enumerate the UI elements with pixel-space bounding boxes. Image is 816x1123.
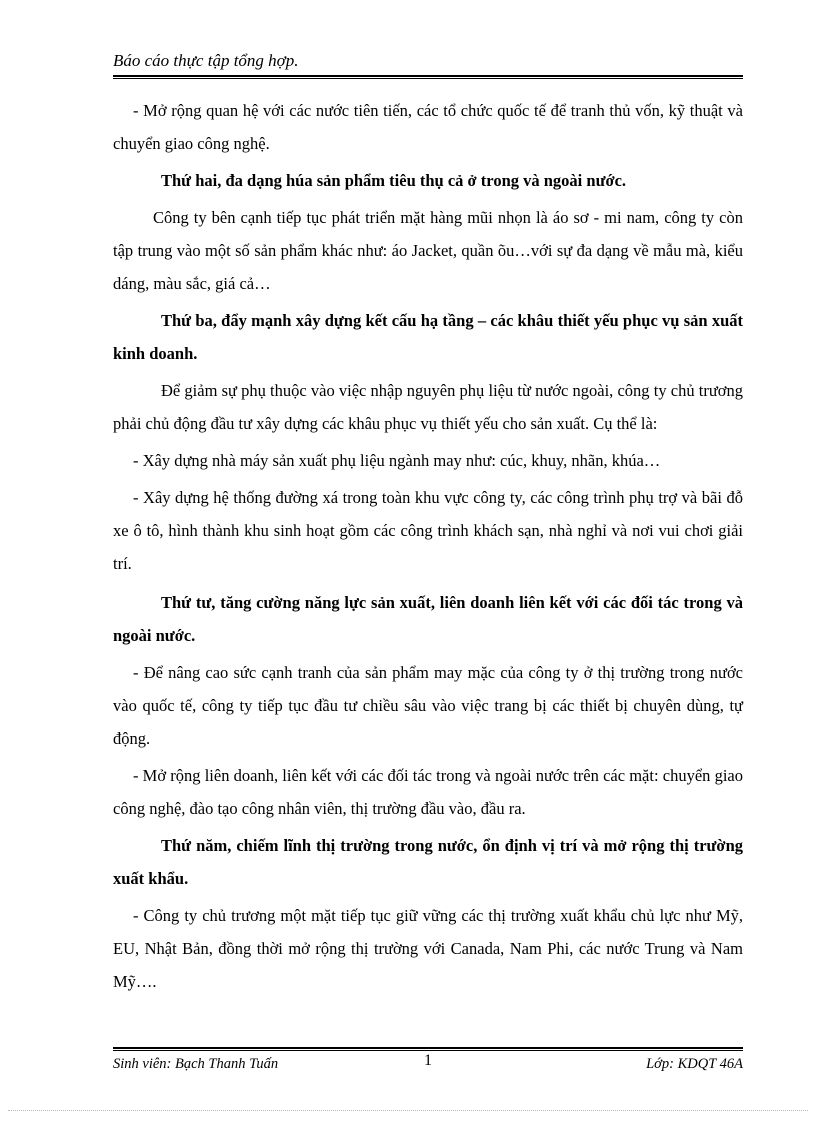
header-rule-thin	[113, 78, 743, 79]
body-paragraph: Công ty bên cạnh tiếp tục phát triển mặt hàng mũi nhọn là áo sơ - mi nam, công ty còn tập trung vào một số sản phẩm khác như: áo Jacket, quần õu…với sự đa dạng về mẫu mà, kiểu dáng, màu sắc, giá cả…	[113, 208, 743, 293]
page-bottom-edge	[8, 1110, 808, 1111]
section-heading: Thứ hai, đa dạng húa sản phẩm tiêu thụ cả ở trong và ngoài nước.	[161, 171, 627, 190]
header-rule	[113, 75, 743, 77]
section-heading: Thứ tư, tăng cường năng lực sản xuất, liên doanh liên kết với các đối tác trong và ngoài nước.	[113, 593, 743, 645]
bullet-paragraph: - Mở rộng quan hệ với các nước tiên tiến, các tổ chức quốc tế để tranh thủ vốn, kỹ thuật và chuyển giao công nghệ.	[113, 101, 743, 153]
page-number: 1	[424, 1052, 432, 1069]
footer-student-name: Sinh viên: Bạch Thanh Tuấn	[113, 1056, 279, 1072]
document-body	[113, 94, 743, 998]
section-heading: Thứ ba, đẩy mạnh xây dựng kết cấu hạ tầng – các khâu thiết yếu phục vụ sản xuất kinh doanh.	[113, 311, 743, 363]
body-paragraph: Để giảm sự phụ thuộc vào việc nhập nguyên phụ liệu từ nước ngoài, công ty chủ trương phải chủ động đầu tư xây dựng các khâu phục vụ thiết yếu cho sản xuất. Cụ thể là:	[113, 381, 743, 433]
bullet-paragraph: - Công ty chủ trương một mặt tiếp tục giữ vững các thị trường xuất khẩu chủ lực như Mỹ, EU, Nhật Bản, đồng thời mở rộng thị trường với Canada, Nam Phi, các nước Trung và Nam Mỹ….	[113, 906, 743, 991]
section-heading: Thứ năm, chiếm lĩnh thị trường trong nước, ổn định vị trí và mở rộng thị trường xuất khẩu.	[113, 836, 743, 888]
footer-class: Lớp: KDQT 46A	[646, 1056, 743, 1072]
page-header-title: Báo cáo thực tập tổng hợp.	[113, 51, 299, 70]
footer-rule	[113, 1047, 743, 1049]
bullet-paragraph: - Xây dựng hệ thống đường xá trong toàn khu vực công ty, các công trình phụ trợ và bãi đỗ xe ô tô, hình thành khu sinh hoạt gồm các công trình khách sạn, nhà nghỉ và nơi vui chơi giải trí.	[113, 488, 743, 573]
bullet-paragraph: - Mở rộng liên doanh, liên kết với các đối tác trong và ngoài nước trên các mặt: chuyển giao công nghệ, đào tạo công nhân viên, thị trường đầu vào, đầu ra.	[113, 766, 743, 818]
bullet-paragraph: - Để nâng cao sức cạnh tranh của sản phẩm may mặc của công ty ở thị trường trong nước vào quốc tế, công ty tiếp tục đầu tư chiều sâu vào việc trang bị các thiết bị chuyên dùng, tự động.	[113, 663, 743, 748]
bullet-paragraph: - Xây dựng nhà máy sản xuất phụ liệu ngành may như: cúc, khuy, nhãn, khúa…	[133, 451, 661, 470]
